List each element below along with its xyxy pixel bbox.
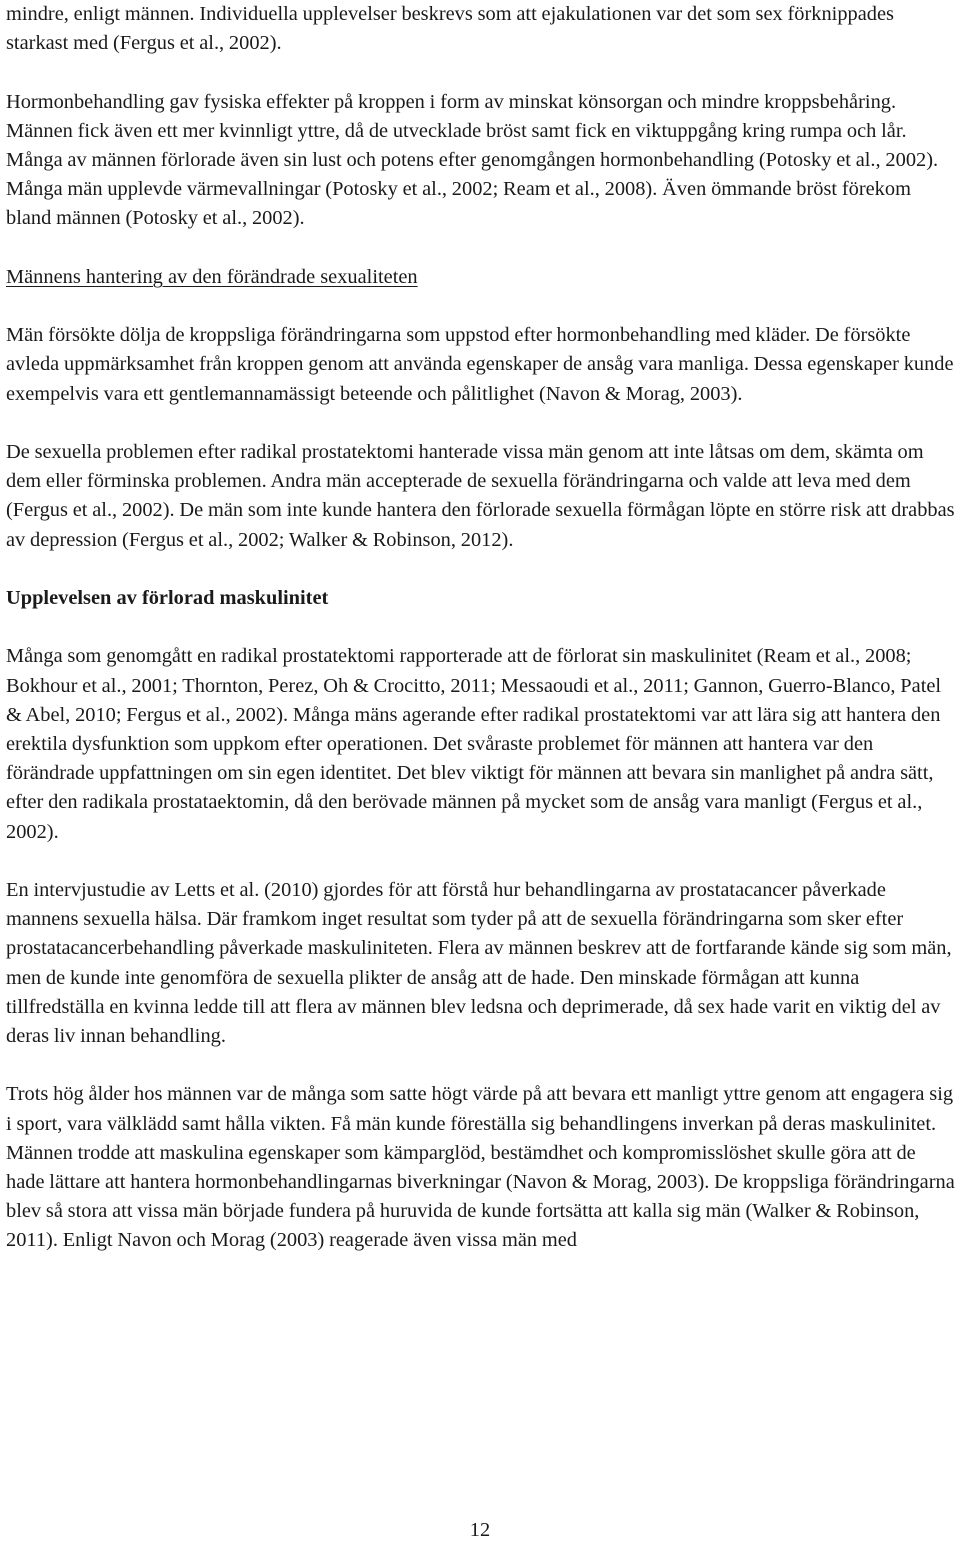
paragraph-hiding-changes: Män försökte dölja de kroppsliga förändringarna som uppstod efter hormonbehandling med kläder. De försökte avleda uppmärksamhet från kroppen genom att använda egenskaper de ansåg vara manliga. Dessa egenskaper kunde exempelvis vara ett gentlemannamässigt beteende och pålitlighet (Navon & Morag, 2003). — [6, 324, 954, 405]
paragraph-sexual-problems: De sexuella problemen efter radikal prostatektomi hanterade vissa män genom att inte låtsas om dem, skämta om dem eller förminska problemen. Andra män accepterade de sexuella förändringarna och valde att leva med dem (Fergus et al., 2002). De män som inte kunde hantera den förlorade sexuella förmågan löpte en större risk att drabbas av depression (Fergus et al., 2002; Walker & Robinson, 2012). — [6, 440, 955, 551]
document-page — [6, 0, 956, 1256]
paragraph-gap — [6, 847, 956, 876]
paragraph-gap — [6, 409, 956, 438]
paragraph-manly-appearance: Trots hög ålder hos männen var de många som satte högt värde på att bevara ett manligt yttre genom att engagera sig i sport, vara välklädd samt hålla vikten. Få män kunde föreställa sig behandlingens inverkan på deras maskulinitet. Männen trodde att maskulina egenskaper som kämparglöd, bestämdhet och kompromisslöshet skulle göra att de hade lättare att hantera hormonbehandlingarnas biverkningar (Navon & Morag, 2003). De kroppsliga förändringarna blev så stora att vissa män började fundera på huruvida de kunde fortsätta att kalla sig män (Walker & Robinson, 2011). Enligt Navon och Morag (2003) reagerade även vissa män med — [6, 1083, 955, 1252]
paragraph-gap — [6, 58, 956, 87]
paragraph-masculinity-loss: Många som genomgått en radikal prostatektomi rapporterade att de förlorat sin maskulinitet (Ream et al., 2008; Bokhour et al., 2001; Thornton, Perez, Oh & Crocitto, 2011; Messaoudi et al., 2011; Gannon, Guerro-Blanco, Patel & Abel, 2010; Fergus et al., 2002). Många mäns agerande efter radikal prostatektomi var att lära sig att hantera den erektila dysfunktion som uppkom efter operationen. Det svåraste problemet för männen att hantera var den förändrade uppfattningen om sin egen identitet. Det blev viktigt för männen att bevara sin manlighet på andra sätt, efter den radikala prostataektomin, då den berövade männen på mycket som de ansåg vara manligt (Fergus et al., 2002). — [6, 645, 942, 843]
paragraph-intro-continuation: mindre, enligt männen. Individuella upplevelser beskrevs som att ejakulationen var det som sex förknippades starkast med (Fergus et al., 2002). — [6, 3, 894, 55]
page-number: 12 — [469, 1519, 491, 1541]
paragraph-interview-study: En intervjustudie av Letts et al. (2010) gjordes för att förstå hur behandlingarna av prostatacancer påverkade mannens sexuella hälsa. Där framkom inget resultat som tyder på att de sexuella förändringarna som sker efter prostatacancerbehandling påverkade maskuliniteten. Flera av männen beskrev att de fortfarande kände sig som män, men de kunde inte genomföra de sexuella plikter de ansåg att de hade. Den minskade förmågan att kunna tillfredställa en kvinna ledde till att flera av männen blev ledsna och deprimerade, då sex hade varit en viktig del av deras liv innan behandling. — [6, 878, 952, 1047]
paragraph-gap — [6, 292, 956, 321]
paragraph-gap — [6, 234, 956, 263]
paragraph-gap — [6, 1051, 956, 1080]
subheading-coping-sexuality: Männens hantering av den förändrade sexualiteten — [6, 265, 418, 288]
paragraph-gap — [6, 555, 956, 584]
paragraph-hormone-effects: Hormonbehandling gav fysiska effekter på kroppen i form av minskat könsorgan och mindre kroppsbehåring. Männen fick även ett mer kvinnligt yttre, då de utvecklade bröst samt fick en viktuppgång kring rumpa och lår. Många av männen förlorade även sin lust och potens efter genomgången hormonbehandling (Potosky et al., 2002). Många män upplevde värmevallningar (Potosky et al., 2002; Ream et al., 2008). Även ömmande bröst förekom bland männen (Potosky et al., 2002). — [6, 90, 939, 230]
heading-lost-masculinity: Upplevelsen av förlorad maskulinitet — [6, 586, 329, 609]
paragraph-gap — [6, 613, 956, 642]
